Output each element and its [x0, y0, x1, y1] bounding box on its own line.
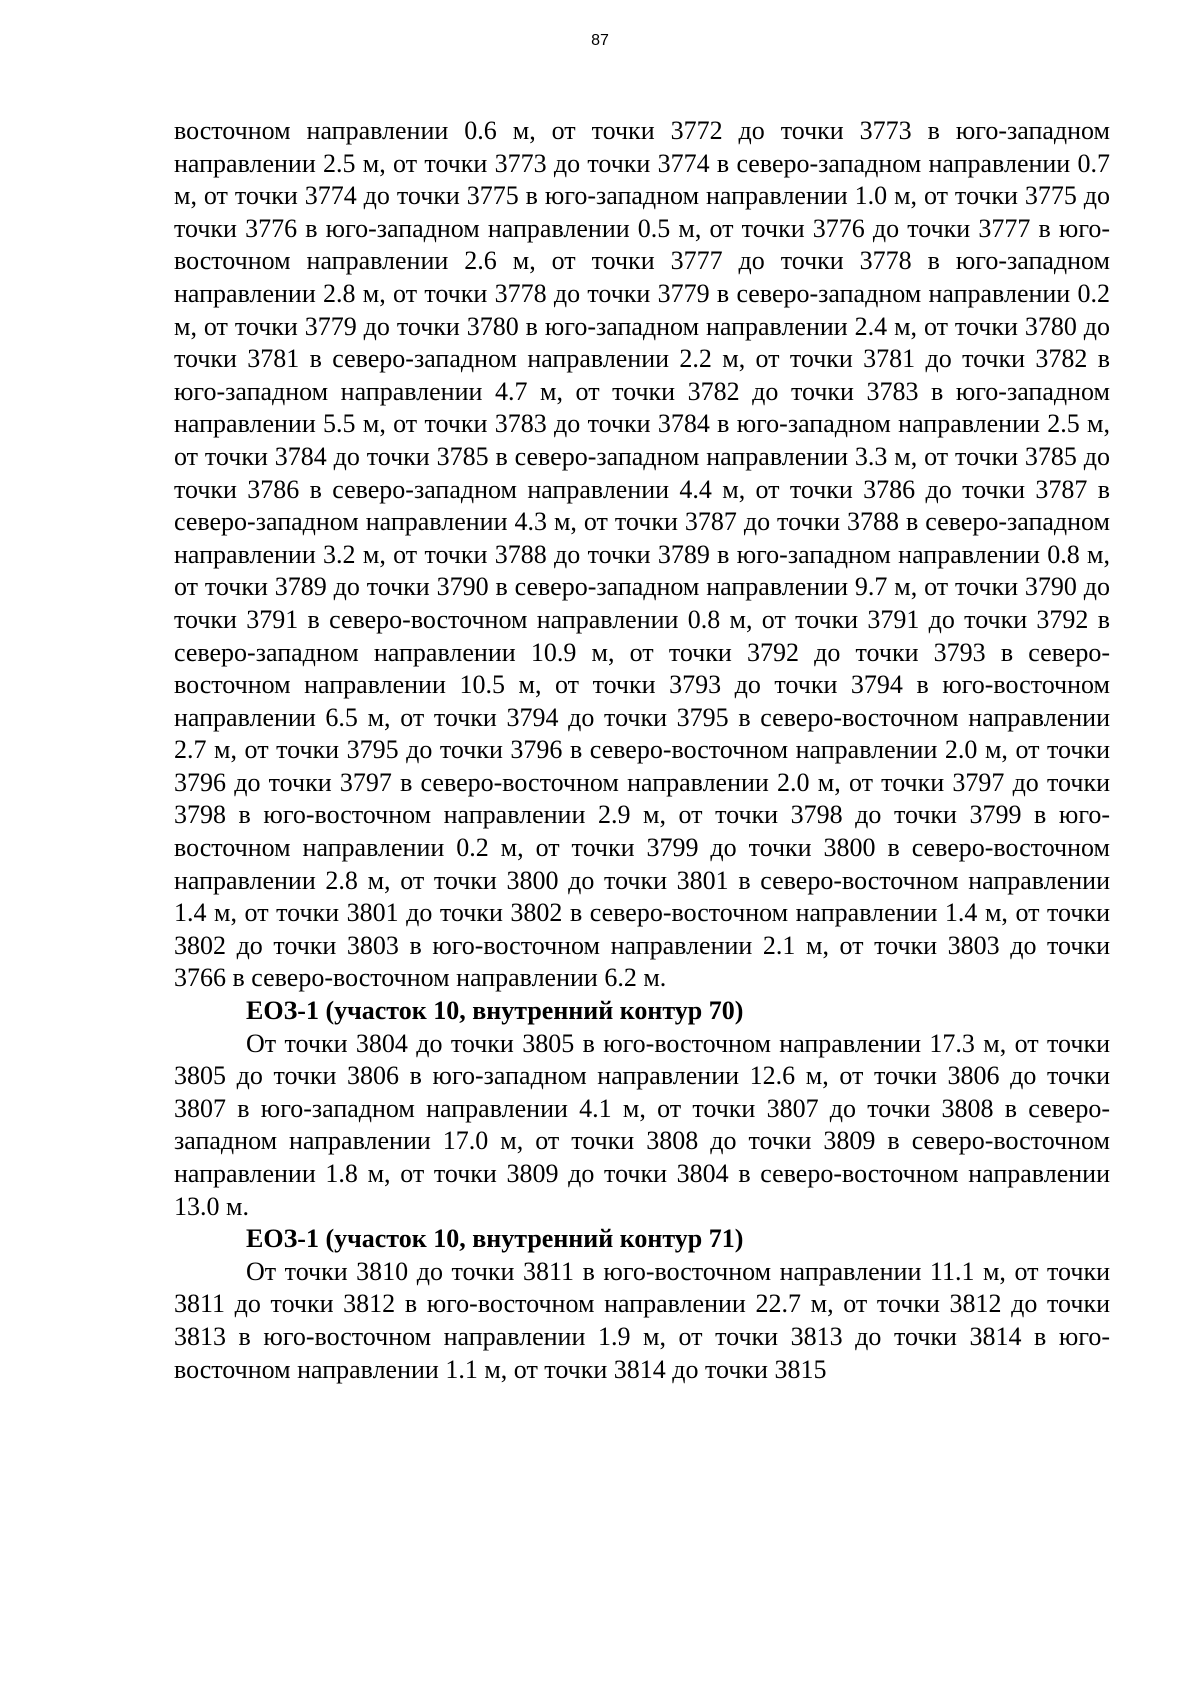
paragraph-contour-70: От точки 3804 до точки 3805 в юго-восточном направлении 17.3 м, от точки 3805 до точки 3806 в юго-западном направлении 12.6 м, от точки 3806 до точки 3807 в юго-западном направлении 4.1 м, от точки 3807 до точки 3808 в северо-западном направлении 17.0 м, от точки 3808 до точки 3809 в северо-восточном направлении 1.8 м, от точки 3809 до точки 3804 в северо-восточном направлении 13.0 м. — [174, 1028, 1110, 1221]
section-heading-contour-70: ЕОЗ-1 (участок 10, внутренний контур 70) — [246, 996, 744, 1026]
section-heading-contour-71: ЕОЗ-1 (участок 10, внутренний контур 71) — [246, 1224, 744, 1254]
paragraph-contour-71: От точки 3810 до точки 3811 в юго-восточном направлении 11.1 м, от точки 3811 до точки 3812 в юго-восточном направлении 22.7 м, от точки 3812 до точки 3813 в юго-восточном направлении 1.9 м, от точки 3813 до точки 3814 в юго-восточном направлении 1.1 м, от точки 3814 до точки 3815 — [174, 1256, 1110, 1384]
paragraph-boundary-continuation: восточном направлении 0.6 м, от точки 3772 до точки 3773 в юго-западном направлении 2.5 м, от точки 3773 до точки 3774 в северо-западном направлении 0.7 м, от точки 3774 до точки 3775 в юго-западном направлении 1.0 м, от точки 3775 до точки 3776 в юго-западном направлении 0.5 м, от точки 3776 до точки 3777 в юго-восточном направлении 2.6 м, от точки 3777 до точки 3778 в юго-западном направлении 2.8 м, от точки 3778 до точки 3779 в северо-западном направлении 0.2 м, от точки 3779 до точки 3780 в юго-западном направлении 2.4 м, от точки 3780 до точки 3781 в северо-западном направлении 2.2 м, от точки 3781 до точки 3782 в юго-западном направлении 4.7 м, от точки 3782 до точки 3783 в юго-западном направлении 5.5 м, от точки 3783 до точки 3784 в юго-западном направлении 2.5 м, от точки 3784 до точки 3785 в северо-западном направлении 3.3 м, от точки 3785 до точки 3786 в северо-западном направлении 4.4 м, от точки 3786 до точки 3787 в северо-западном направлении 4.3 м, от точки 3787 до точки 3788 в северо-западном направлении 3.2 м, от точки 3788 до точки 3789 в юго-западном направлении 0.8 м, от точки 3789 до точки 3790 в северо-западном направлении 9.7 м, от точки 3790 до точки 3791 в северо-восточном направлении 0.8 м, от точки 3791 до точки 3792 в северо-западном направлении 10.9 м, от точки 3792 до точки 3793 в северо-восточном направлении 10.5 м, от точки 3793 до точки 3794 в юго-восточном направлении 6.5 м, от точки 3794 до точки 3795 в северо-восточном направлении 2.7 м, от точки 3795 до точки 3796 в северо-восточном направлении 2.0 м, от точки 3796 до точки 3797 в северо-восточном направлении 2.0 м, от точки 3797 до точки 3798 в юго-восточном направлении 2.9 м, от точки 3798 до точки 3799 в юго-восточном направлении 0.2 м, от точки 3799 до точки 3800 в северо-восточном направлении 2.8 м, от точки 3800 до точки 3801 в северо-восточном направлении 1.4 м, от точки 3801 до точки 3802 в северо-восточном направлении 1.4 м, от точки 3802 до точки 3803 в юго-восточном направлении 2.1 м, от точки 3803 до точки 3766 в северо-восточном направлении 6.2 м. — [174, 116, 1110, 993]
document-body — [174, 115, 1110, 1386]
page-number: 87 — [591, 32, 609, 49]
